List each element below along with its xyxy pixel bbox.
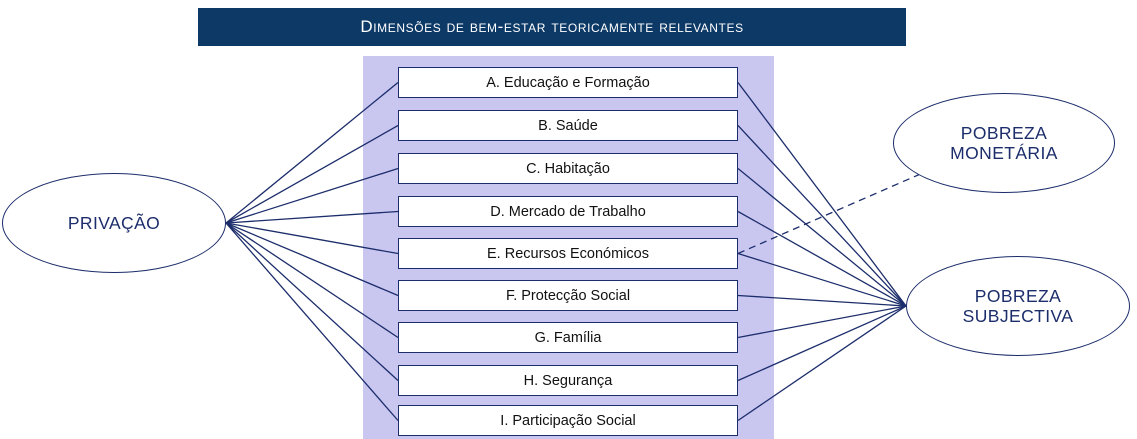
dimension-d: D. Mercado de Trabalho <box>398 196 738 227</box>
dimension-a: A. Educação e Formação <box>398 67 738 98</box>
privacao-link-f <box>226 223 398 296</box>
subjectiva-link-a <box>738 83 906 307</box>
pobreza-subjectiva-node <box>906 256 1130 356</box>
subjectiva-link-h <box>738 306 906 381</box>
privacao-link-e <box>226 223 398 254</box>
subjectiva-link-c <box>738 169 906 307</box>
subjectiva-link-d <box>738 212 906 307</box>
privacao-link-a <box>226 83 398 224</box>
dimension-h: H. Segurança <box>398 365 738 396</box>
privacao-link-c <box>226 169 398 224</box>
subjectiva-link-f <box>738 296 906 307</box>
dimension-b: B. Saúde <box>398 110 738 141</box>
privacao-node <box>2 173 226 273</box>
privacao-link-h <box>226 223 398 381</box>
pobreza-subjectiva-label: POBREZA SUBJECTIVA <box>962 285 1074 326</box>
diagram-title: Dimensões de bem-estar teoricamente relevantes <box>198 8 906 46</box>
privacao-label: PRIVAÇÃO <box>67 212 161 233</box>
dimension-c: C. Habitação <box>398 153 738 184</box>
pobreza-monetaria-node <box>893 93 1115 193</box>
dimension-i: I. Participação Social <box>398 405 738 436</box>
privacao-link-b <box>226 126 398 224</box>
monetaria-dashed-link-e <box>738 172 925 254</box>
subjectiva-link-g <box>738 306 906 338</box>
dimension-e: E. Recursos Económicos <box>398 238 738 269</box>
subjectiva-link-b <box>738 126 906 307</box>
dimension-f: F. Protecção Social <box>398 280 738 311</box>
pobreza-monetaria-label: POBREZA MONETÁRIA <box>950 122 1058 163</box>
privacao-link-i <box>226 223 398 421</box>
privacao-link-g <box>226 223 398 338</box>
subjectiva-link-i <box>738 306 906 421</box>
dimension-g: G. Família <box>398 322 738 353</box>
privacao-link-d <box>226 212 398 224</box>
